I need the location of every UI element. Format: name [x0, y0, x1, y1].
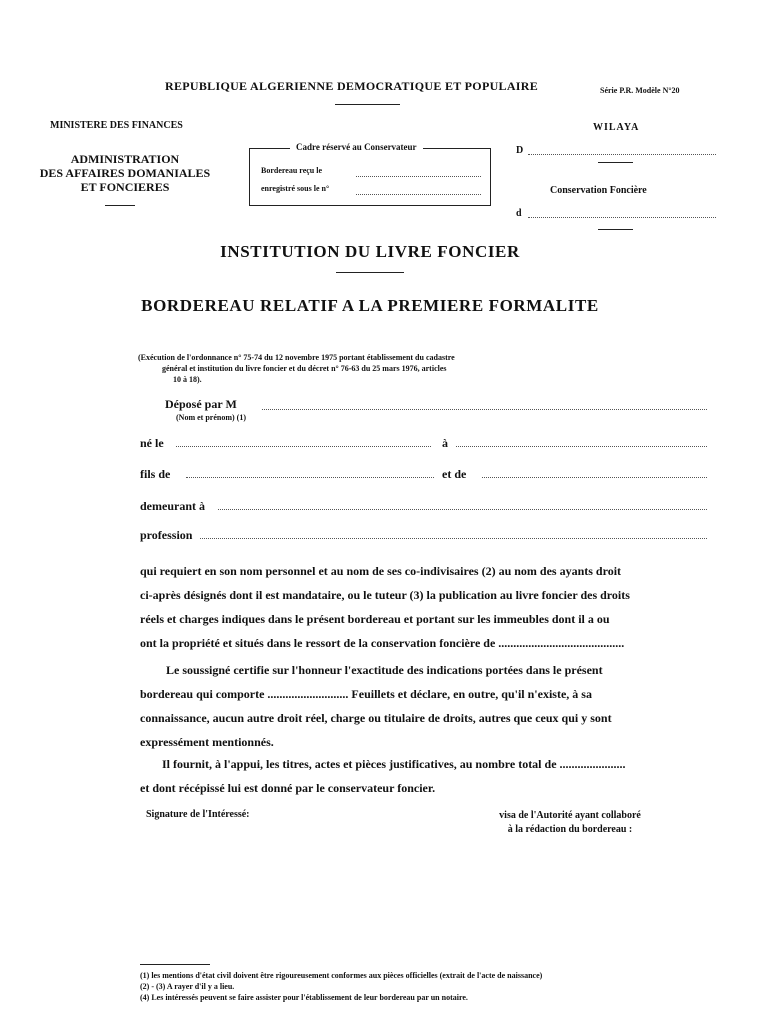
mother-field[interactable] — [482, 477, 707, 478]
nom-prenom-note: (Nom et prénom) (1) — [176, 413, 246, 422]
demeurant-label: demeurant à — [140, 499, 205, 513]
fils-de-label: fils de — [140, 467, 171, 481]
depose-field[interactable] — [262, 409, 707, 410]
paragraph-line: Le soussigné certifie sur l'honneur l'exactitude des indications portées dans le présent — [166, 663, 603, 677]
address-field[interactable] — [218, 509, 707, 510]
paragraph-line: Il fournit, à l'appui, les titres, actes et pièces justificatives, au nombre total de ...................... — [162, 757, 626, 771]
d-label-2: d — [516, 208, 522, 219]
supporting-documents-paragraph — [140, 752, 740, 800]
republic-heading: REPUBLIQUE ALGERIENNE DEMOCRATIQUE ET POPULAIRE — [165, 79, 539, 93]
a-label: à — [442, 436, 448, 450]
bordereau-recu-label: Bordereau reçu le — [261, 166, 323, 175]
main-title: INSTITUTION DU LIVRE FONCIER — [220, 242, 520, 261]
admin-line-2: DES AFFAIRES DOMANIALES — [39, 166, 211, 180]
requisition-paragraph — [140, 559, 740, 655]
depose-label: Déposé par M — [165, 397, 237, 411]
footnote-1: (1) les mentions d'état civil doivent être rigoureusement conformes aux pièces officielles (extrait de l'acte de naissance) — [140, 971, 543, 980]
enregistre-field[interactable] — [356, 194, 481, 195]
birthplace-field[interactable] — [456, 446, 707, 447]
paragraph-line: ci-après désignés dont il est mandataire, ou le tuteur (3) la publication au livre foncier des droits — [140, 588, 630, 602]
visa-autorite-block — [470, 809, 670, 837]
paragraph-line: ont la propriété et situés dans le ressort de la conservation foncière de .......................................... — [140, 636, 625, 650]
signature-interesse-label: Signature de l'Intéressé: — [146, 809, 250, 820]
serie-label: Série P.R. Modèle N°20 — [600, 86, 680, 95]
footnote-2: (2) - (3) A rayer d'il y a lieu. — [140, 982, 235, 991]
admin-line-3: ET FONCIERES — [80, 180, 170, 194]
certification-paragraph — [140, 658, 740, 754]
paragraph-line: réels et charges indiques dans le présent bordereau et portant sur les immeubles dont il a ou — [140, 612, 610, 626]
ministry-label: MINISTERE DES FINANCES — [50, 120, 183, 131]
conservateur-box — [249, 148, 491, 206]
enregistre-label: enregistré sous le n° — [261, 184, 330, 193]
administration-block — [30, 152, 220, 194]
conservateur-box-title: Cadre réservé au Conservateur — [290, 142, 423, 152]
divider — [336, 272, 404, 273]
divider — [105, 205, 135, 206]
ne-le-field[interactable] — [176, 446, 431, 447]
divider — [335, 104, 400, 105]
paragraph-line: qui requiert en son nom personnel et au nom de ses co-indivisaires (2) au nom des ayants droit — [140, 564, 622, 578]
paragraph-line: et dont récépissé lui est donné par le conservateur foncier. — [140, 781, 436, 795]
footnotes — [140, 970, 700, 1003]
divider — [598, 162, 633, 163]
sub-title: BORDEREAU RELATIF A LA PREMIERE FORMALITE — [141, 296, 599, 315]
profession-field[interactable] — [200, 538, 707, 539]
footnote-divider — [140, 964, 210, 965]
paragraph-line: bordereau qui comporte ........................... Feuillets et déclare, en outre, qu'il n'existe, à sa — [140, 687, 592, 701]
wilaya-field[interactable] — [528, 154, 716, 155]
execution-note — [138, 352, 455, 385]
execution-note-line-1: (Exécution de l'ordonnance n° 75-74 du 12 novembre 1975 portant établissement du cadastre — [138, 353, 455, 362]
father-field[interactable] — [186, 477, 434, 478]
footnote-4: (4) Les intéressés peuvent se faire assister pour l'établissement de leur bordereau par un notaire. — [140, 993, 468, 1002]
d-label-1: D — [516, 145, 524, 156]
execution-note-line-3: 10 à 18). — [173, 375, 202, 384]
visa-line-2: à la rédaction du bordereau : — [507, 824, 633, 835]
execution-note-line-2: général et institution du livre foncier et du décret n° 76-63 du 25 mars 1976, articles — [162, 364, 447, 373]
paragraph-line: connaissance, aucun autre droit réel, charge ou titulaire de droits, autres que ceux qui y sont — [140, 711, 612, 725]
visa-line-1: visa de l'Autorité ayant collaboré — [499, 810, 641, 821]
divider — [598, 229, 633, 230]
profession-label: profession — [140, 528, 193, 542]
conservation-label: Conservation Foncière — [550, 185, 647, 196]
paragraph-line: expressément mentionnés. — [140, 735, 274, 749]
ne-le-label: né le — [140, 436, 164, 450]
conservation-field[interactable] — [528, 217, 716, 218]
wilaya-label: WILAYA — [593, 122, 640, 133]
admin-line-1: ADMINISTRATION — [70, 152, 180, 166]
et-de-label: et de — [442, 467, 467, 481]
bordereau-recu-field[interactable] — [356, 176, 481, 177]
